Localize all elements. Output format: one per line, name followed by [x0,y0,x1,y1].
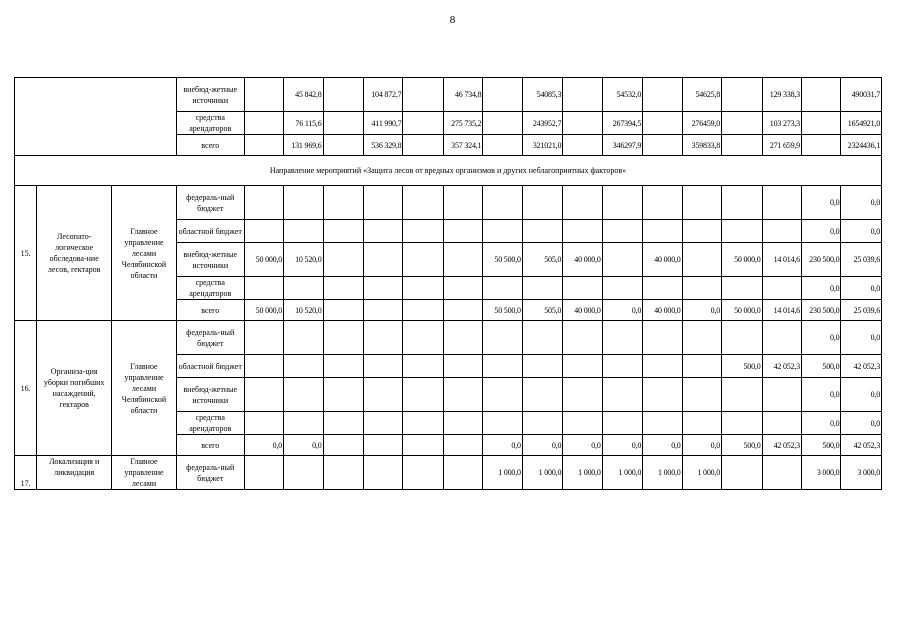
responsible-executor: Главное управление лесами Челябинской области [112,321,177,456]
value-cell: 50 000,0 [722,300,762,321]
value-cell [363,378,402,412]
value-cell [284,321,323,355]
item-number: 17. [15,456,37,490]
value-cell [483,277,522,300]
value-cell: 0,0 [244,435,283,456]
value-cell [563,355,602,378]
value-cell [722,321,762,355]
value-cell [483,355,522,378]
value-cell [244,186,283,220]
value-cell: 54085,3 [522,78,562,112]
value-cell: 54625,8 [682,78,721,112]
value-cell: 411 990,7 [363,112,402,135]
value-cell [722,378,762,412]
table-row [15,78,882,112]
value-cell: 42 052,3 [762,355,801,378]
value-cell [682,277,721,300]
value-cell: 0,0 [841,412,882,435]
value-cell [403,300,443,321]
value-cell: 42 052,3 [841,355,882,378]
value-cell [323,378,363,412]
value-cell: 505,0 [522,300,562,321]
value-cell [363,456,402,490]
item-number: 16. [15,321,37,456]
value-cell: 0,0 [841,378,882,412]
measure-name: Организа-ция уборки погибших насаждений, гектаров [37,321,112,456]
value-cell [522,220,562,243]
value-cell: 321021,0 [522,135,562,156]
value-cell: 0,0 [841,186,882,220]
value-cell [722,456,762,490]
value-cell: 10 520,0 [284,300,323,321]
value-cell [443,243,482,277]
value-cell [483,220,522,243]
value-cell [563,220,602,243]
value-cell [801,78,840,112]
value-cell: 25 039,6 [841,300,882,321]
value-cell: 0,0 [841,220,882,243]
value-cell [563,378,602,412]
value-cell [682,412,721,435]
value-cell: 230 500,0 [801,300,840,321]
value-cell [682,321,721,355]
section-title: Направление мероприятий «Защита лесов от вредных организмов и других неблагоприятных факторов» [15,156,882,186]
value-cell [403,321,443,355]
value-cell [682,355,721,378]
value-cell [363,300,402,321]
value-cell: 0,0 [682,435,721,456]
value-cell [284,378,323,412]
value-cell: 1 000,0 [682,456,721,490]
measure-name: Лесопато-логическое обследова-ние лесов, гектаров [37,186,112,321]
value-cell: 50 000,0 [244,300,283,321]
value-cell: 76 115,6 [284,112,323,135]
value-cell [323,355,363,378]
value-cell [323,456,363,490]
value-cell: 1 000,0 [483,456,522,490]
value-cell [483,78,522,112]
value-cell [443,355,482,378]
value-cell [284,277,323,300]
value-cell [323,435,363,456]
value-cell: 505,0 [522,243,562,277]
value-cell: 50 000,0 [244,243,283,277]
value-cell [244,78,283,112]
value-cell: 3 000,0 [841,456,882,490]
value-cell [522,412,562,435]
value-cell [762,321,801,355]
value-cell [682,220,721,243]
value-cell [244,378,283,412]
value-cell [722,186,762,220]
page-number: 8 [449,14,456,26]
value-cell: 0,0 [841,321,882,355]
value-cell [643,78,682,112]
value-cell [244,277,283,300]
value-cell [284,220,323,243]
source-cell: всего [176,300,244,321]
value-cell [443,277,482,300]
source-cell: средства арендаторов [176,112,244,135]
value-cell [483,186,522,220]
value-cell [443,220,482,243]
source-cell: средства арендаторов [176,277,244,300]
value-cell [563,277,602,300]
value-cell [323,78,363,112]
source-cell: федераль-ный бюджет [176,321,244,355]
source-cell: всего [176,135,244,156]
value-cell: 3 000,0 [801,456,840,490]
value-cell [443,435,482,456]
value-cell [403,378,443,412]
value-cell [403,135,443,156]
value-cell [403,412,443,435]
value-cell: 0,0 [801,277,840,300]
value-cell: 0,0 [801,186,840,220]
value-cell: 490031,7 [841,78,882,112]
value-cell [244,135,283,156]
value-cell [284,412,323,435]
value-cell: 131 969,6 [284,135,323,156]
value-cell [323,277,363,300]
value-cell: 271 659,9 [762,135,801,156]
value-cell [563,135,602,156]
value-cell: 275 735,2 [443,112,482,135]
value-cell: 0,0 [284,435,323,456]
value-cell [522,355,562,378]
value-cell [403,220,443,243]
value-cell [801,112,840,135]
source-cell: средства арендаторов [176,412,244,435]
value-cell: 10 520,0 [284,243,323,277]
value-cell [363,321,402,355]
value-cell [602,277,642,300]
value-cell [323,321,363,355]
value-cell: 243952,7 [522,112,562,135]
value-cell [284,355,323,378]
responsible-executor: Главное управление лесами [112,456,177,490]
value-cell [403,112,443,135]
value-cell [403,186,443,220]
value-cell [244,412,283,435]
value-cell [363,435,402,456]
value-cell [602,412,642,435]
measure-name: Локализация и ликвидация [37,456,112,490]
source-cell: федераль-ный бюджет [176,186,244,220]
value-cell: 0,0 [643,435,682,456]
program-table [14,77,882,490]
value-cell: 50 500,0 [483,300,522,321]
value-cell: 129 338,3 [762,78,801,112]
value-cell: 1654921,0 [841,112,882,135]
value-cell: 1 000,0 [643,456,682,490]
value-cell: 230 500,0 [801,243,840,277]
section-row [15,156,882,186]
value-cell [762,220,801,243]
value-cell [323,300,363,321]
value-cell: 0,0 [841,277,882,300]
value-cell: 500,0 [801,355,840,378]
value-cell [522,186,562,220]
value-cell [643,412,682,435]
value-cell [643,135,682,156]
value-cell: 1 000,0 [602,456,642,490]
cont-blank-cell [15,78,177,156]
value-cell [244,220,283,243]
value-cell [443,186,482,220]
value-cell: 359833,8 [682,135,721,156]
value-cell: 50 500,0 [483,243,522,277]
value-cell [762,456,801,490]
value-cell [323,186,363,220]
value-cell: 276459,0 [682,112,721,135]
value-cell [244,355,283,378]
value-cell [403,277,443,300]
source-cell: внебюд-жетные источники [176,243,244,277]
value-cell: 0,0 [602,300,642,321]
value-cell: 500,0 [722,435,762,456]
value-cell: 104 872,7 [363,78,402,112]
value-cell [483,378,522,412]
value-cell [443,412,482,435]
value-cell [643,186,682,220]
value-cell: 500,0 [801,435,840,456]
value-cell [483,412,522,435]
value-cell: 357 324,1 [443,135,482,156]
table-row [15,456,882,490]
value-cell: 14 014,6 [762,243,801,277]
value-cell [403,355,443,378]
value-cell [722,135,762,156]
value-cell [483,321,522,355]
value-cell [643,321,682,355]
item-number: 15. [15,186,37,321]
value-cell [443,456,482,490]
value-cell [762,412,801,435]
value-cell [403,435,443,456]
value-cell [722,277,762,300]
value-cell [722,412,762,435]
value-cell [244,112,283,135]
value-cell [643,277,682,300]
table-row [15,321,882,355]
value-cell [443,300,482,321]
value-cell [363,243,402,277]
value-cell [682,243,721,277]
value-cell [563,321,602,355]
value-cell: 103 273,3 [762,112,801,135]
value-cell [602,321,642,355]
responsible-executor: Главное управление лесами Челябинской области [112,186,177,321]
value-cell [643,355,682,378]
value-cell [602,378,642,412]
value-cell [602,186,642,220]
source-cell: областной бюджет [176,355,244,378]
value-cell [722,220,762,243]
value-cell [323,112,363,135]
value-cell [443,321,482,355]
source-cell: областной бюджет [176,220,244,243]
value-cell [722,112,762,135]
value-cell: 0,0 [801,412,840,435]
value-cell [801,135,840,156]
value-cell: 40 000,0 [643,243,682,277]
value-cell [363,412,402,435]
value-cell: 0,0 [563,435,602,456]
value-cell [363,355,402,378]
value-cell: 1 000,0 [563,456,602,490]
value-cell [563,112,602,135]
value-cell [483,112,522,135]
value-cell: 40 000,0 [563,300,602,321]
value-cell [284,186,323,220]
value-cell [403,243,443,277]
value-cell: 267394,5 [602,112,642,135]
value-cell: 536 329,8 [363,135,402,156]
value-cell: 45 842,8 [284,78,323,112]
source-cell: внебюд-жетные источники [176,378,244,412]
value-cell [323,243,363,277]
source-cell: внебюд-жетные источники [176,78,244,112]
value-cell [323,412,363,435]
value-cell [682,186,721,220]
value-cell [284,456,323,490]
value-cell: 1 000,0 [522,456,562,490]
value-cell [363,277,402,300]
value-cell [682,378,721,412]
value-cell: 0,0 [602,435,642,456]
value-cell: 0,0 [522,435,562,456]
value-cell [244,321,283,355]
value-cell [323,220,363,243]
value-cell [643,378,682,412]
value-cell [563,186,602,220]
value-cell [522,321,562,355]
value-cell [244,456,283,490]
value-cell: 0,0 [801,220,840,243]
value-cell: 46 734,8 [443,78,482,112]
value-cell: 40 000,0 [563,243,602,277]
value-cell [323,135,363,156]
value-cell [443,378,482,412]
value-cell: 25 039,6 [841,243,882,277]
value-cell [602,355,642,378]
table-row [15,186,882,220]
value-cell [403,78,443,112]
value-cell [722,78,762,112]
value-cell [762,186,801,220]
value-cell: 0,0 [801,321,840,355]
value-cell: 40 000,0 [643,300,682,321]
value-cell: 50 000,0 [722,243,762,277]
value-cell: 500,0 [722,355,762,378]
value-cell [602,220,642,243]
value-cell [643,112,682,135]
value-cell [643,220,682,243]
value-cell [363,186,402,220]
value-cell: 14 014,6 [762,300,801,321]
value-cell [483,135,522,156]
value-cell [563,412,602,435]
source-cell: всего [176,435,244,456]
value-cell [602,243,642,277]
value-cell [363,220,402,243]
value-cell: 346297,9 [602,135,642,156]
value-cell: 0,0 [682,300,721,321]
value-cell: 2324436,1 [841,135,882,156]
value-cell [522,378,562,412]
value-cell: 42 052,3 [841,435,882,456]
value-cell: 54532,0 [602,78,642,112]
value-cell [762,378,801,412]
value-cell [403,456,443,490]
value-cell: 0,0 [483,435,522,456]
source-cell: федераль-ный бюджет [176,456,244,490]
value-cell: 42 052,3 [762,435,801,456]
value-cell [522,277,562,300]
value-cell: 0,0 [801,378,840,412]
value-cell [762,277,801,300]
value-cell [563,78,602,112]
